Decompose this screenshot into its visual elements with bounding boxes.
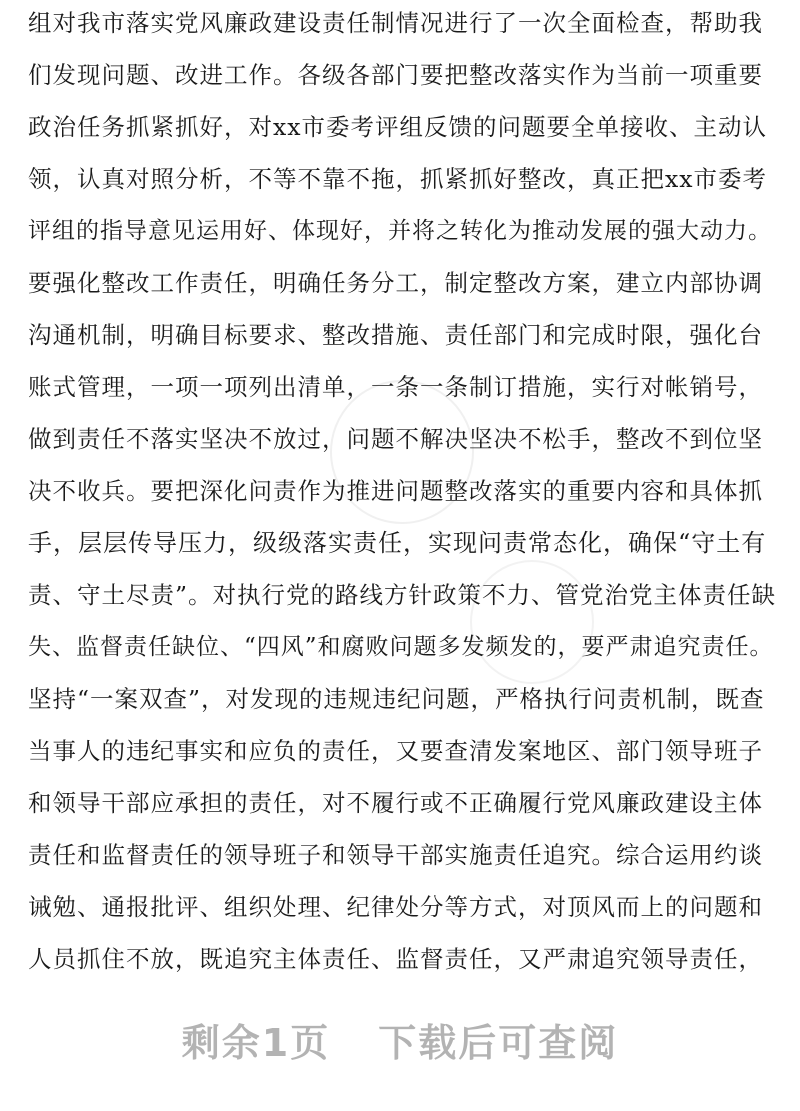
download-to-read-label: 下载后可查阅 [378, 1021, 619, 1065]
text-line: 政治任务抓紧抓好，对xx市委考评组反馈的问题要全单接收、主动认 [28, 113, 768, 141]
text-line: 责、守土尽责”。对执行党的路线方针政策不力、管党治党主体责任缺 [28, 581, 777, 609]
remaining-pages-label: 剩余1页 [181, 1021, 331, 1065]
text-line: 决不收兵。要把深化问责作为推进问题整改落实的重要内容和具体抓 [28, 477, 763, 505]
text-line: 们发现问题、改进工作。各级各部门要把整改落实作为当前一项重要 [28, 61, 763, 89]
text-line: 做到责任不落实坚决不放过，问题不解决坚决不松手，整改不到位坚 [28, 425, 763, 453]
download-prompt-banner[interactable] [0, 1012, 800, 1067]
text-line: 坚持“一案双查”，对发现的违规违纪问题，严格执行问责机制，既查 [28, 685, 765, 713]
text-line: 失、监督责任缺位、“四风”和腐败问题多发频发的，要严肃追究责任。 [28, 634, 774, 660]
text-line: 账式管理，一项一项列出清单，一条一条制订措施，实行对帐销号， [28, 373, 763, 401]
text-line: 和领导干部应承担的责任，对不履行或不正确履行党风廉政建设主体 [28, 789, 763, 817]
text-line: 手，层层传导压力，级级落实责任，实现问责常态化，确保“守土有 [28, 529, 767, 557]
text-line: 评组的指导意见运用好、体现好，并将之转化为推动发展的强大动力。 [28, 218, 772, 244]
text-line: 诫勉、通报批评、组织处理、纪律处分等方式，对顶风而上的问题和 [28, 893, 763, 921]
text-line: 人员抓住不放，既追究主体责任、监督责任，又严肃追究领导责任， [28, 945, 763, 973]
text-line: 要强化整改工作责任，明确任务分工，制定整改方案，建立内部协调 [28, 269, 763, 297]
text-line: 责任和监督责任的领导班子和领导干部实施责任追究。综合运用约谈 [28, 841, 763, 869]
text-line: 领，认真对照分析，不等不靠不拖，抓紧抓好整改，真正把xx市委考 [28, 165, 768, 193]
text-line: 当事人的违纪事实和应负的责任，又要查清发案地区、部门领导班子 [28, 737, 763, 765]
text-line: 组对我市落实党风廉政建设责任制情况进行了一次全面检查，帮助我 [28, 9, 763, 37]
watermark-stamp [446, 536, 619, 709]
text-line: 沟通机制，明确目标要求、整改措施、责任部门和完成时限，强化台 [28, 321, 763, 349]
